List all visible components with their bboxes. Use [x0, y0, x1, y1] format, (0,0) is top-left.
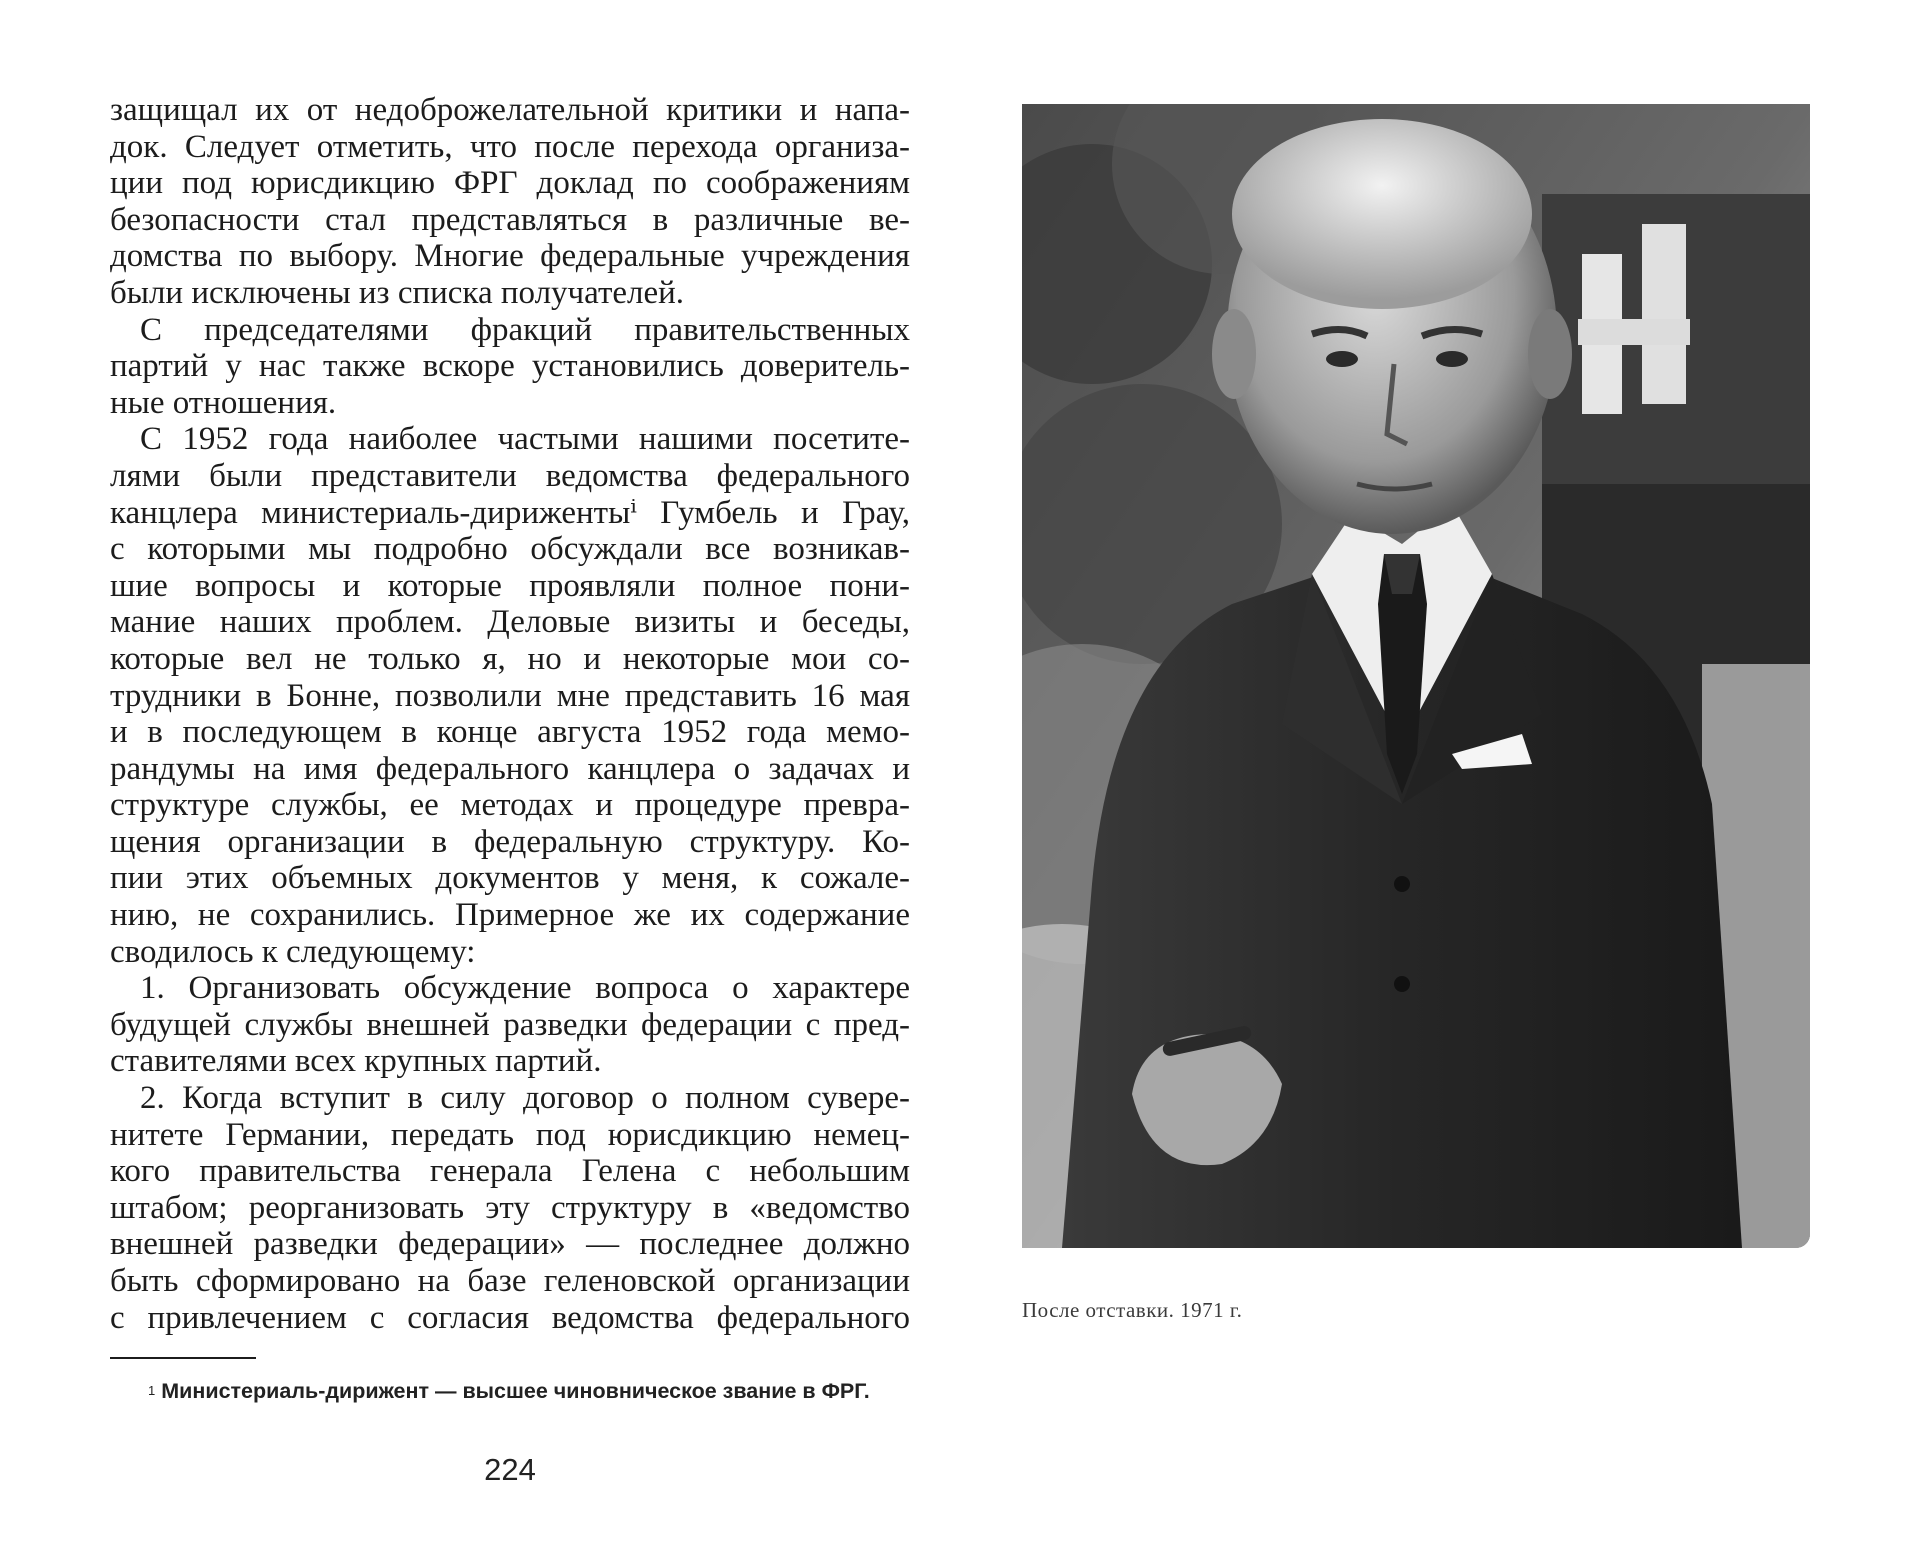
text-line: внешней разведки федерации» — последнее должно	[110, 1226, 910, 1263]
footnote-divider	[110, 1357, 256, 1359]
text-line: ции под юрисдикцию ФРГ доклад по соображениям	[110, 165, 910, 202]
left-page	[110, 92, 910, 1532]
text-line: партий у нас также вскоре установились доверитель-	[110, 348, 910, 385]
body-text	[110, 92, 910, 1336]
text-line: пии этих объемных документов у меня, к сожале-	[110, 860, 910, 897]
text-line: были исключены из списка получателей.	[110, 274, 685, 311]
text-line: и в последующем в конце августа 1952 года мемо-	[110, 714, 910, 751]
photo-caption: После отставки. 1971 г.	[1022, 1298, 1243, 1322]
text-line: мание наших проблем. Деловые визиты и беседы,	[110, 604, 910, 641]
footnote	[148, 1378, 914, 1404]
text-line: будущей службы внешней разведки федерации с пред-	[110, 1006, 910, 1043]
text-line: которые вел не только я, но и некоторые мои со-	[110, 640, 910, 677]
text-line: С председателями фракций правительственных	[140, 311, 910, 348]
text-line: нию, не сохранились. Примерное же их содержание	[110, 897, 910, 934]
footnote-marker: 1	[148, 1383, 156, 1398]
footnote-text: Министериаль-дирижент — высшее чиновническое звание в ФРГ.	[161, 1379, 870, 1403]
text-line: трудники в Бонне, позволили мне представить 16 мая	[110, 677, 910, 714]
text-line: щения организации в федеральную структуру. Ко-	[110, 823, 910, 860]
text-line: рандумы на имя федерального канцлера о задачах и	[110, 750, 910, 787]
text-line: безопасности стал представляться в различные ве-	[110, 201, 910, 238]
text-line: док. Следует отметить, что после перехода организа-	[110, 128, 910, 165]
portrait-photo-illustration	[1022, 104, 1810, 1248]
text-line: 1. Организовать обсуждение вопроса о характере	[140, 970, 910, 1007]
text-line: ные отношения.	[110, 384, 337, 421]
text-line: 2. Когда вступит в силу договор о полном сувере-	[140, 1080, 910, 1117]
text-line: сводилось к следующему:	[110, 933, 476, 970]
text-line: штабом; реорганизовать эту структуру в «ведомство	[110, 1189, 910, 1226]
text-line: лями были представители ведомства федерального	[110, 457, 910, 494]
text-line: канцлера министериаль-дирижентыⁱ Гумбель и Грау,	[110, 494, 910, 531]
text-line: с которыми мы подробно обсуждали все возникав-	[110, 531, 910, 568]
page-number: 224	[484, 1452, 536, 1487]
text-line: шие вопросы и которые проявляли полное пони-	[110, 567, 910, 604]
text-line: структуре службы, ее методах и процедуре превра-	[110, 787, 910, 824]
text-line: нитете Германии, передать под юрисдикцию немец-	[110, 1116, 910, 1153]
text-line: С 1952 года наиболее частыми нашими посетите-	[140, 421, 910, 458]
text-line: быть сформировано на базе геленовской организации	[110, 1263, 910, 1299]
text-line: ставителями всех крупных партий.	[110, 1043, 602, 1080]
text-line: кого правительства генерала Гелена с небольшим	[110, 1153, 910, 1190]
portrait-photo	[1022, 104, 1810, 1248]
text-line: защищал их от недоброжелательной критики и напа-	[110, 92, 910, 128]
text-line: с привлечением с согласия ведомства федерального	[110, 1299, 910, 1336]
text-line: домства по выбору. Многие федеральные учреждения	[110, 238, 910, 275]
